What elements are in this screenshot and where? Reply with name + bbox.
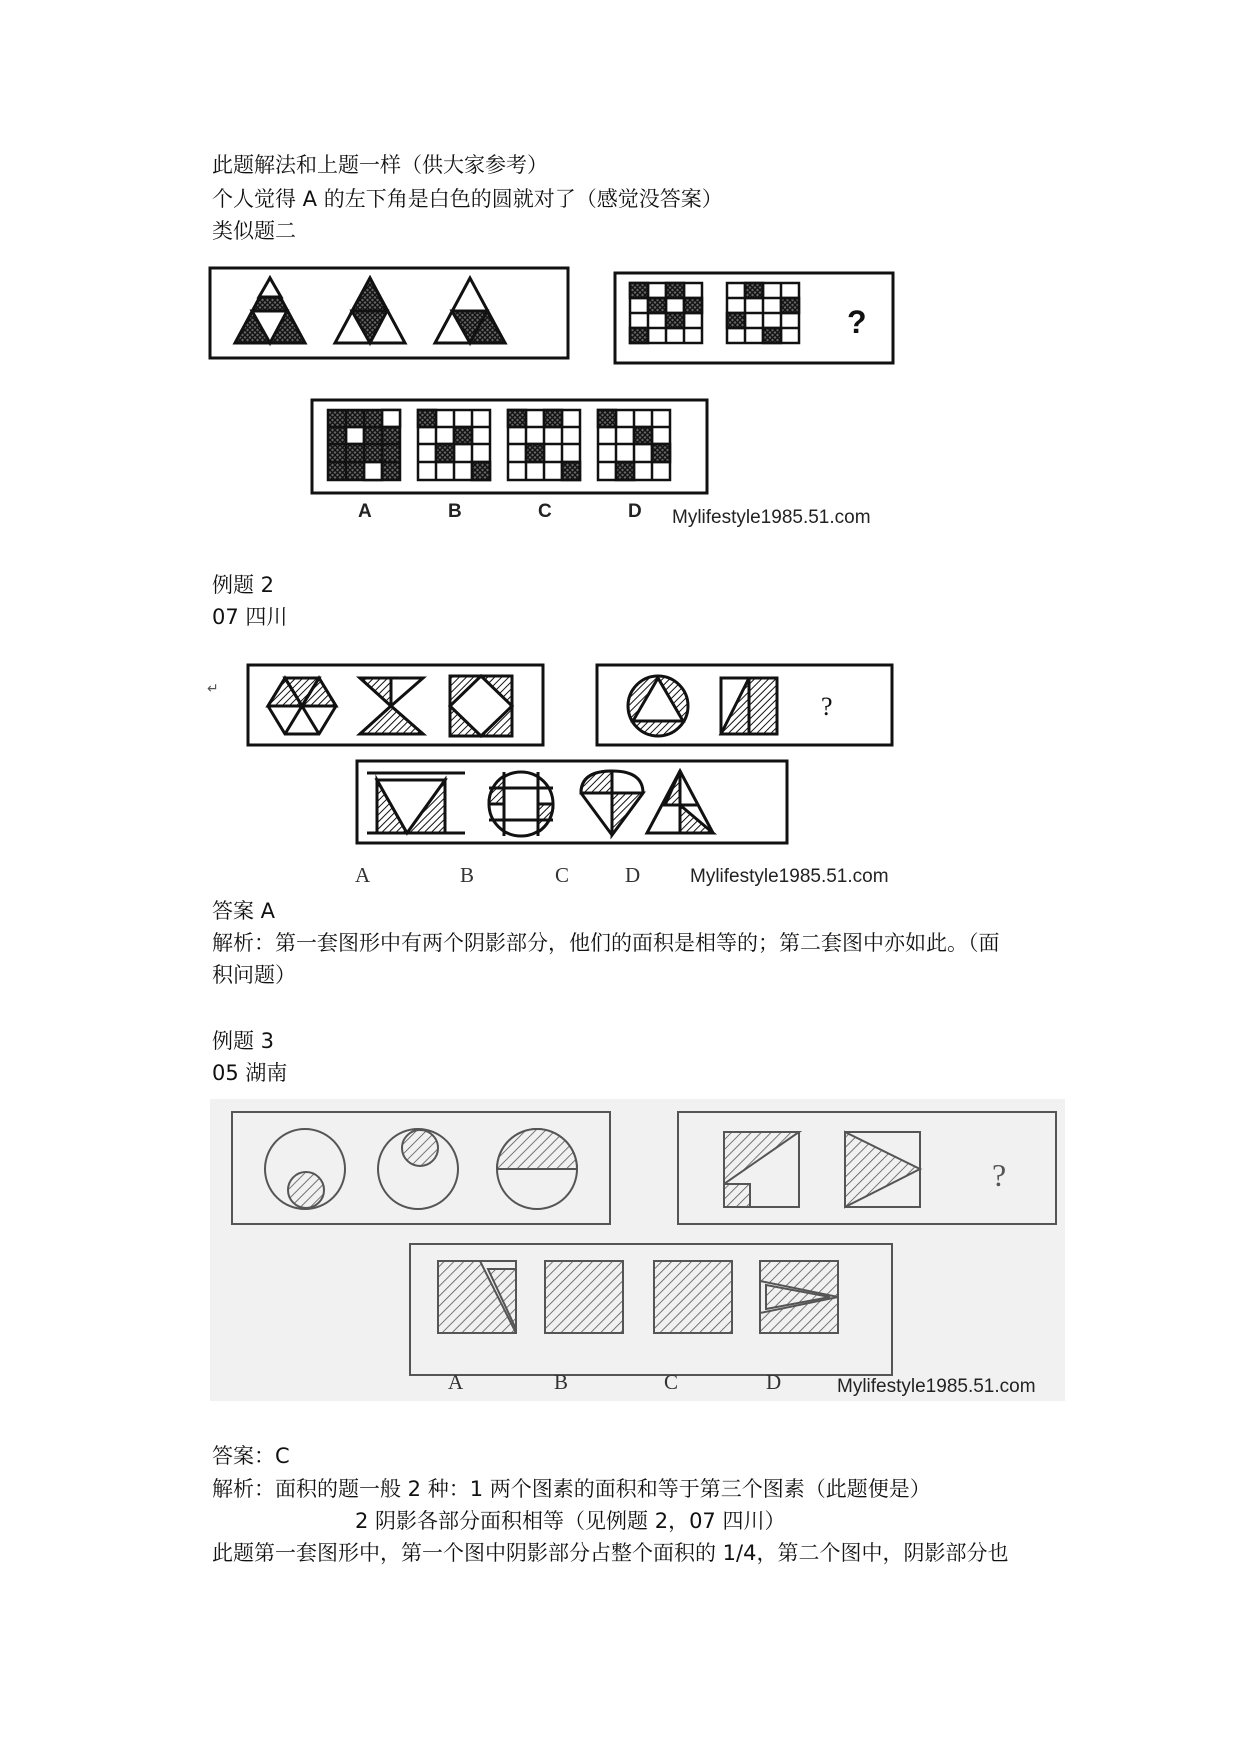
example-3-source: 05 湖南 [212, 1061, 288, 1085]
triangle-figure-1 [235, 278, 305, 343]
example-2-title: 例题 2 [212, 573, 275, 597]
hexagon-figure [268, 678, 336, 734]
triangle-figure-3 [435, 278, 505, 343]
question-mark-3: ? [992, 1157, 1007, 1193]
example-3-analysis-line-3: 此题第一套图形中，第一个图中阴影部分占整个面积的 1/4，第二个图中，阴影部分也 [212, 1541, 1009, 1565]
figure-example-3 [210, 1099, 1065, 1401]
square-figure-2 [845, 1132, 920, 1207]
option-label-a: A [358, 501, 372, 522]
option-label-a-2: A [355, 863, 371, 887]
return-mark: ↵ [207, 681, 219, 697]
option-label-c-3: C [664, 1370, 679, 1394]
watermark: Mylifestyle1985.51.com [672, 507, 871, 528]
option-a-figure [367, 773, 465, 833]
square-figure-1 [724, 1132, 799, 1207]
hourglass-figure [360, 678, 423, 734]
circle-figure-3 [497, 1129, 577, 1209]
option-label-c-2: C [555, 863, 570, 887]
example-3-answer: 答案：C [212, 1444, 290, 1468]
grid-figure-2 [727, 283, 799, 343]
square-split-figure [721, 678, 777, 734]
figure-example-2 [205, 655, 925, 895]
example-2-answer: 答案 A [212, 899, 276, 923]
option-label-d: D [628, 501, 642, 522]
figure-similar-question-2 [200, 255, 920, 535]
option-label-d-2: D [625, 863, 641, 887]
example-3-analysis-line-1: 解析：面积的题一般 2 种：1 两个图素的面积和等于第三个图素（此题便是） [212, 1477, 931, 1501]
example-2-analysis-line-2: 积问题） [212, 963, 296, 987]
option-c-square [654, 1261, 732, 1333]
example-2-analysis-line-1: 解析：第一套图形中有两个阴影部分，他们的面积是相等的；第二套图中亦如此。（面 [212, 931, 1000, 955]
intro-line-2: 个人觉得 A 的左下角是白色的圆就对了（感觉没答案） [212, 187, 723, 211]
watermark-2: Mylifestyle1985.51.com [690, 866, 889, 887]
example-3-analysis-line-2: 2 阴影各部分面积相等（见例题 2，07 四川） [355, 1509, 786, 1533]
option-d-square [760, 1261, 838, 1333]
option-label-b-2: B [460, 863, 475, 887]
square-diamond-figure [450, 676, 512, 736]
grid-figure-1 [630, 283, 702, 343]
option-a-grid [328, 410, 400, 480]
option-d-grid [598, 410, 670, 480]
option-b-grid [418, 410, 490, 480]
option-b-square [545, 1261, 623, 1333]
option-c-grid [508, 410, 580, 480]
option-d-figure [647, 771, 713, 833]
triangle-figure-2 [335, 278, 405, 343]
option-a-square [438, 1261, 516, 1333]
circle-triangle-figure [628, 676, 688, 736]
option-label-c: C [538, 501, 552, 522]
watermark-3: Mylifestyle1985.51.com [837, 1376, 1036, 1397]
option-label-d-3: D [766, 1370, 782, 1394]
intro-line-3: 类似题二 [212, 219, 296, 243]
question-mark: ? [847, 304, 867, 340]
example-3-title: 例题 3 [212, 1029, 275, 1053]
question-mark-2: ? [821, 692, 833, 721]
option-c-figure [581, 771, 643, 835]
option-label-b-3: B [554, 1370, 569, 1394]
option-b-figure [489, 772, 553, 836]
intro-line-1: 此题解法和上题一样（供大家参考） [212, 153, 548, 177]
option-label-b: B [448, 501, 462, 522]
option-label-a-3: A [448, 1370, 464, 1394]
example-2-source: 07 四川 [212, 605, 288, 629]
